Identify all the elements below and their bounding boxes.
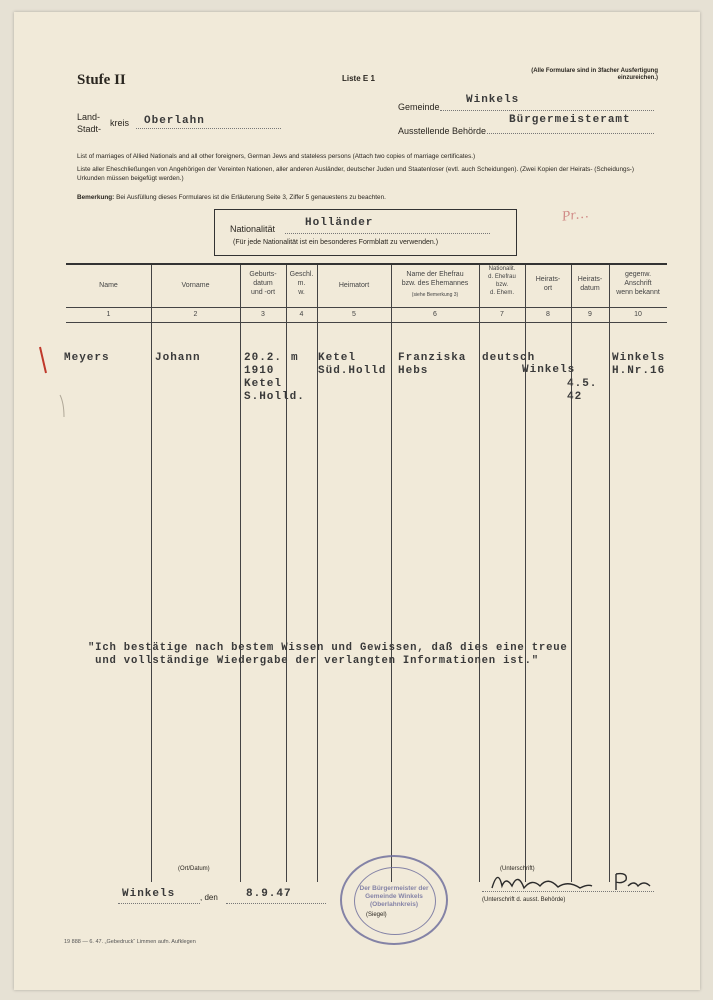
col-header-heiratsort: Heirats- ort xyxy=(535,276,561,292)
stadt-label: Stadt- xyxy=(77,124,102,134)
remark xyxy=(77,193,662,202)
unterschrift-label: (Unterschrift) xyxy=(500,866,535,872)
gemeinde-field xyxy=(440,94,654,111)
col-divider xyxy=(391,265,392,882)
table-header-rule xyxy=(66,307,667,308)
gemeinde-label: Gemeinde xyxy=(398,102,440,112)
den-label: , den xyxy=(200,893,218,902)
table-num-rule xyxy=(66,322,667,323)
kreis-field xyxy=(136,116,281,129)
siegel-label: (Siegel) xyxy=(366,912,387,918)
col-number: 2 xyxy=(193,311,198,318)
instructions-german: Liste aller Eheschließungen von Angehörigen der Vereinten Nationen, aller anderen Ausländer, deutscher Juden und Staatenloser (evtl. auch Scheidungen). (Zwei Kopien der Heirats- (Scheidungs-) Urkunden müssen beigefügt werden.) xyxy=(77,166,635,182)
col-number: 10 xyxy=(634,311,642,318)
ort-datum-label: (Ort/Datum) xyxy=(178,866,210,872)
col-number: 4 xyxy=(299,311,304,318)
col-header-geburt: Geburts- datum und -ort xyxy=(249,271,277,296)
cell-geschlecht: m xyxy=(291,352,299,364)
col-header-heimatort: Heimatort xyxy=(338,282,370,289)
copies-note: (Alle Formulare sind in 3facher Ausfertigung einzureichen.) xyxy=(531,68,658,81)
cell-vorname: Johann xyxy=(155,352,201,364)
official-stamp xyxy=(340,855,448,945)
unterschrift-caption: (Unterschrift d. ausst. Behörde) xyxy=(482,897,566,903)
handwritten-signature xyxy=(488,866,658,896)
col-header-ehefrau: Name der Ehefrau bzw. des Ehemannes xyxy=(401,271,469,287)
cell-heiratsdatum: 4.5. 42 xyxy=(567,378,598,403)
stufe-title: Stufe II xyxy=(77,72,126,88)
behoerde-label: Ausstellende Behörde xyxy=(398,126,487,136)
behoerde-value: Bürgermeisteramt xyxy=(509,114,631,126)
nationality-note: (Für jede Nationalität ist ein besonderes Formblatt zu verwenden.) xyxy=(233,239,439,246)
col-number: 3 xyxy=(261,311,265,318)
nationality-label: Nationalität xyxy=(230,224,276,234)
kreis-value: Oberlahn xyxy=(144,115,205,127)
col-divider xyxy=(151,265,152,882)
remark-text: Bei Ausfüllung dieses Formulares ist die Erläuterung Seite 3, Ziffer 5 genauestens zu beachten. xyxy=(116,194,386,201)
behoerde-field xyxy=(487,114,654,134)
col-header-geschlecht: Geschl. m. w. xyxy=(289,271,314,296)
cell-heiratsort: Winkels xyxy=(522,364,576,376)
cell-geburt: 20.2. 1910 Ketel S.Holld. xyxy=(244,352,305,403)
nationality-field xyxy=(285,217,490,234)
datum-field xyxy=(226,890,326,904)
cell-heimatort: Ketel Süd.Holld xyxy=(318,352,387,377)
col-divider xyxy=(571,265,572,882)
col-header-heiratsdatum: Heirats- datum xyxy=(577,276,603,292)
col-divider xyxy=(609,265,610,882)
liste-label: Liste E 1 xyxy=(342,74,375,83)
table-top-rule xyxy=(66,263,667,265)
printer-imprint: 19 888 — 6. 47. „Gebedruck“ Limmen aufn. Aufklegen xyxy=(64,939,196,945)
cell-ehefrau: Franziska Hebs xyxy=(398,352,467,377)
col-divider xyxy=(240,265,241,882)
col-number: 6 xyxy=(433,311,437,318)
remark-label: Bemerkung: xyxy=(77,194,115,201)
red-pencil-mark: Pr… xyxy=(561,206,590,225)
nationality-value: Holländer xyxy=(305,217,374,229)
col-number: 8 xyxy=(546,311,550,318)
col-number: 7 xyxy=(500,311,504,318)
col-number: 1 xyxy=(106,311,111,318)
cell-anschrift: Winkels H.Nr.16 xyxy=(612,352,666,377)
ort-field xyxy=(118,890,200,904)
gemeinde-value: Winkels xyxy=(466,94,520,106)
datum-value: 8.9.47 xyxy=(246,888,292,900)
col-number: 9 xyxy=(588,311,592,318)
col-header-name: Name xyxy=(99,282,118,289)
col-divider xyxy=(479,265,480,882)
col-header-nationalitaet: Nationalit. d. Ehefrau bzw. d. Ehem. xyxy=(488,266,516,296)
confirmation-statement: "Ich bestätige nach bestem Wissen und Gewissen, daß dies eine treue und vollständige Wiedergabe der verlangten Informationen ist." xyxy=(88,642,568,667)
cell-name: Meyers xyxy=(64,352,110,364)
nationality-box xyxy=(214,209,517,256)
ort-value: Winkels xyxy=(122,888,176,900)
col-header-ehefrau-note: (siehe Bemerkung 3) xyxy=(411,292,459,298)
land-label: Land- xyxy=(77,112,101,122)
instructions-english: List of marriages of Allied Nationals and all other foreigners, German Jews and stateless persons (Attach two copies of marriage certificates.) xyxy=(77,153,476,160)
col-number: 5 xyxy=(352,311,356,318)
kreis-label: kreis xyxy=(110,118,130,128)
cell-nationalitaet: deutsch xyxy=(482,352,536,364)
col-header-vorname: Vorname xyxy=(181,282,210,289)
col-header-anschrift: gegenw. Anschrift wenn bekannt xyxy=(616,271,660,296)
stamp-text: Der Bürgermeister der Gemeinde Winkels (Oberlahnkreis) xyxy=(359,885,429,908)
